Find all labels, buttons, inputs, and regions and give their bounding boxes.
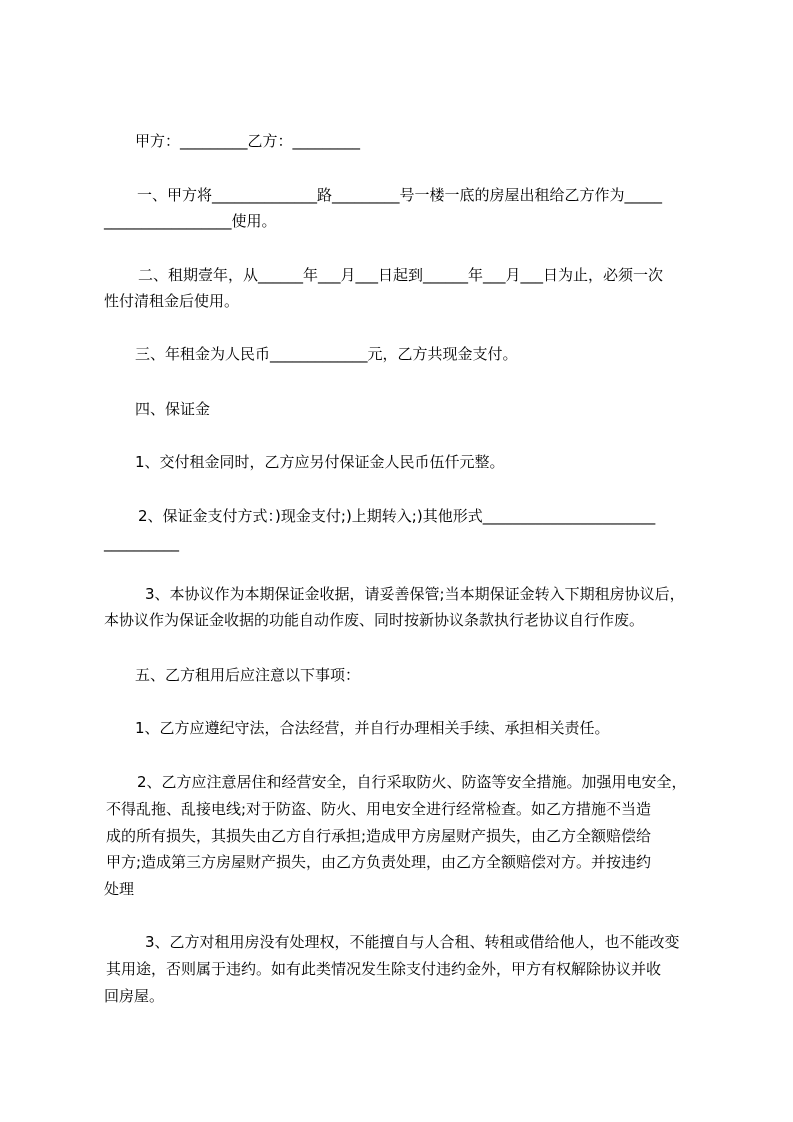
clause-2-line-2: 性付清租金后使用。 [104, 292, 240, 310]
clause-5-item-3-line-1: 3、乙方对租用房没有处理权，不能擅自与人合租、转租或借给他人，也不能改变 [145, 933, 680, 951]
clause-5-item-2-line-2: 不得乱拖、乱接电线;对于防盗、防火、用电安全进行经常检查。如乙方措施不当造 [106, 800, 652, 818]
clause-5-item-1: 1、乙方应遵纪守法，合法经营，并自行办理相关手续、承担相关责任。 [135, 719, 610, 737]
clause-5-item-2-line-1: 2、乙方应注意居住和经营安全，自行采取防火、防盗等安全措施。加强用电安全， [137, 773, 687, 791]
clause-4-item-1: 1、交付租金同时，乙方应另付保证金人民币伍仟元整。 [135, 453, 505, 471]
clause-3: 三、年租金为人民币_____________元，乙方共现金支付。 [135, 345, 518, 363]
clause-5-item-3-line-3: 回房屋。 [104, 987, 165, 1005]
clause-4-item-3-line-2: 本协议作为保证金收据的功能自动作废、同时按新协议条款执行老协议自行作废。 [104, 611, 645, 629]
clause-5-item-3-line-2: 其用途，否则属于违约。如有此类情况发生除支付违约金外，甲方有权解除协议并收 [106, 960, 662, 978]
parties-line: 甲方：_________乙方：_________ [135, 132, 361, 150]
clause-5-item-2-line-3: 成的所有损失，其损失由乙方自行承担;造成甲方房屋财产损失，由乙方全额赔偿给 [106, 827, 652, 845]
clause-5-item-2-line-4: 甲方;造成第三方房屋财产损失，由乙方负责处理，由乙方全额赔偿对方。并按违约 [106, 853, 652, 871]
clause-4-item-2-line-2: __________ [104, 534, 179, 552]
clause-4-item-2-line-1: 2、保证金支付方式：)现金支付;)上期转入;)其他形式_______________________ [138, 507, 656, 525]
clause-1-line-1: 一、甲方将______________路_________号一楼一底的房屋出租给乙方作为_____ [137, 186, 663, 204]
clause-4-heading: 四、保证金 [135, 400, 211, 418]
clause-5-heading: 五、乙方租用后应注意以下事项： [135, 666, 361, 684]
clause-1-line-2: _________________使用。 [104, 212, 277, 230]
clause-5-item-2-line-5: 处理 [104, 880, 135, 898]
clause-2-line-1: 二、租期壹年，从______年___月___日起到______年___月___日为止，必须一次 [138, 266, 664, 284]
clause-4-item-3-line-1: 3、本协议作为本期保证金收据，请妥善保管;当本期保证金转入下期租房协议后， [145, 585, 685, 603]
